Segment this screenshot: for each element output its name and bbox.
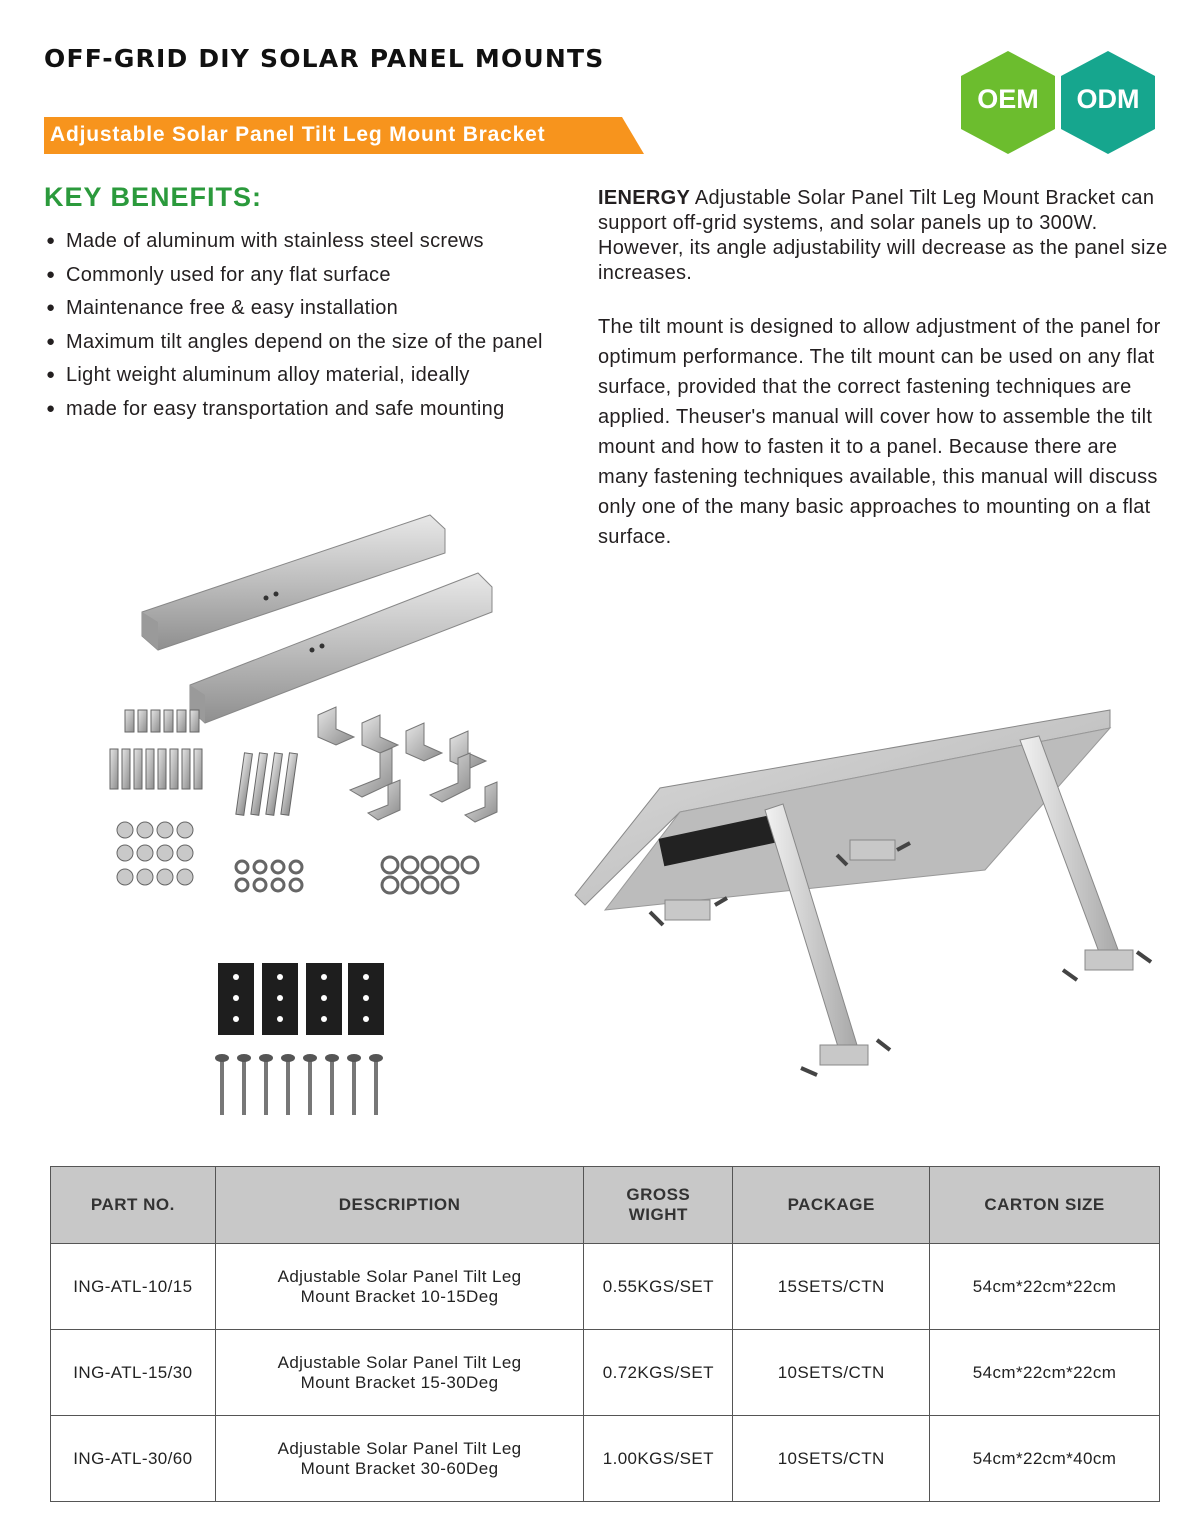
description-cell: Adjustable Solar Panel Tilt Leg Mount Bracket 30-60Deg	[215, 1416, 584, 1502]
page-title: OFF-GRID DIY SOLAR PANEL MOUNTS	[44, 44, 605, 73]
benefit-item: ● Light weight aluminum alloy material, ideally	[44, 360, 574, 390]
carton-size-cell: 54cm*22cm*40cm	[930, 1416, 1160, 1502]
telescopic-leg-rails	[142, 515, 492, 723]
odm-badge: ODM	[1076, 84, 1140, 114]
long-bolts	[236, 753, 298, 816]
self-tapping-screws	[222, 1061, 376, 1115]
oem-odm-badges	[958, 48, 1158, 158]
column-header-carton-size: CARTON SIZE	[930, 1167, 1160, 1244]
weight-cell: 0.72KGS/SET	[584, 1330, 733, 1416]
column-header-part-no: PART NO.	[51, 1167, 216, 1244]
table-header-row	[51, 1167, 1160, 1244]
carton-size-cell: 54cm*22cm*22cm	[930, 1330, 1160, 1416]
weight-cell: 0.55KGS/SET	[584, 1244, 733, 1330]
carton-size-cell: 54cm*22cm*22cm	[930, 1244, 1160, 1330]
benefit-item: ● Commonly used for any flat surface	[44, 260, 574, 290]
weight-cell: 1.00KGS/SET	[584, 1416, 733, 1502]
package-cell: 10SETS/CTN	[733, 1416, 930, 1502]
column-header-description: DESCRIPTION	[215, 1167, 584, 1244]
key-benefits-title: KEY BENEFITS:	[44, 182, 263, 212]
benefit-item: ● made for easy transportation and safe mounting	[44, 394, 574, 424]
column-header-package: PACKAGE	[733, 1167, 930, 1244]
screw-heads	[215, 1054, 383, 1062]
washers	[236, 857, 478, 893]
specifications-table	[50, 1166, 1160, 1502]
benefit-item: ● Maximum tilt angles depend on the size of the panel	[44, 327, 574, 357]
benefit-item: ● Made of aluminum with stainless steel screws	[44, 226, 574, 256]
part-number-cell: ING-ATL-10/15	[51, 1244, 216, 1330]
parts-kit-illustration	[100, 505, 520, 1130]
table-row	[51, 1416, 1160, 1502]
description-cell: Adjustable Solar Panel Tilt Leg Mount Bracket 15-30Deg	[215, 1330, 584, 1416]
package-cell: 15SETS/CTN	[733, 1244, 930, 1330]
intro-text: Adjustable Solar Panel Tilt Leg Mount Bracket can support off-grid systems, and solar panels up to 300W. However, its angle adjustability will decrease as the panel size increases.	[598, 187, 1168, 284]
intro-paragraph	[598, 186, 1168, 286]
nuts	[117, 822, 193, 885]
description-paragraph: The tilt mount is designed to allow adjustment of the panel for optimum performance. The tilt mount can be used on any flat surface, provided that the correct fastening techniques are applied. Theuser's manual will cover how to assemble the tilt mount and how to fasten it to a panel. Because there are many fastening techniques available, this manual will discuss only one of the many basic approaches to mounting on a flat surface.	[598, 316, 1161, 548]
column-header-gross-weight: GROSS WIGHT	[584, 1167, 733, 1244]
rubber-pads	[218, 963, 384, 1035]
short-bolts	[110, 710, 202, 789]
benefit-item: ● Maintenance free & easy installation	[44, 293, 574, 323]
benefits-list	[44, 226, 574, 427]
banner-text: Adjustable Solar Panel Tilt Leg Mount Bracket	[50, 123, 546, 146]
part-number-cell: ING-ATL-15/30	[51, 1330, 216, 1416]
oem-badge: OEM	[977, 84, 1039, 114]
description-cell: Adjustable Solar Panel Tilt Leg Mount Bracket 10-15Deg	[215, 1244, 584, 1330]
table-row	[51, 1244, 1160, 1330]
product-banner	[44, 117, 644, 154]
table-row	[51, 1330, 1160, 1416]
installed-mount-illustration	[565, 700, 1165, 1085]
package-cell: 10SETS/CTN	[733, 1330, 930, 1416]
part-number-cell: ING-ATL-30/60	[51, 1416, 216, 1502]
brand-name: IENERGY	[598, 187, 691, 209]
